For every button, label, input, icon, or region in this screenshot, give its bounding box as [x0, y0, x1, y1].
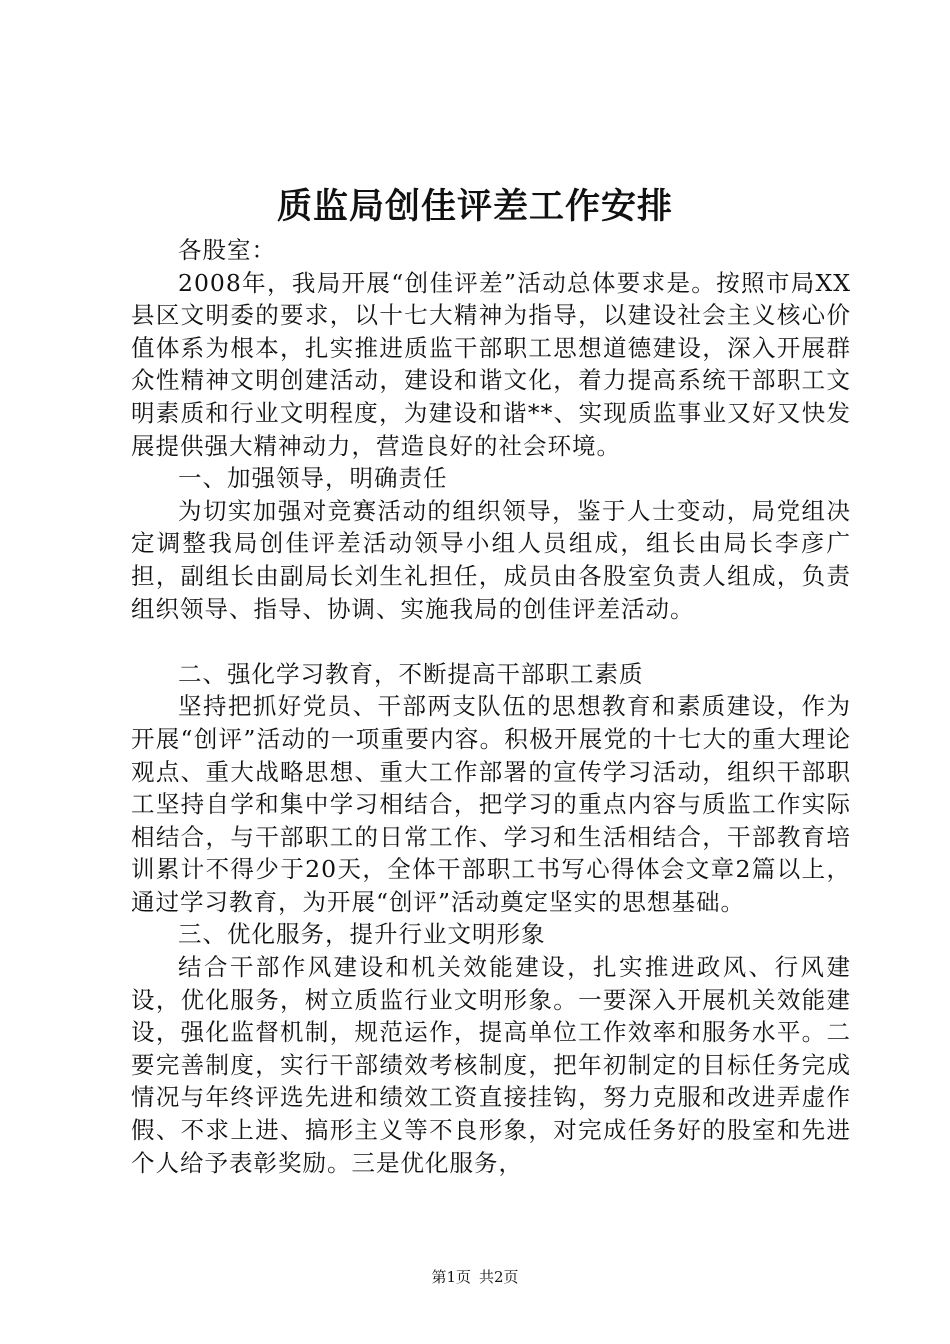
section-heading-2: 二、强化学习教育，不断提高干部职工素质 — [178, 659, 644, 688]
paragraph-section-1: 为切实加强对竞赛活动的组织领导，鉴于人士变动，局党组决定调整我局创佳评差活动领导小组人员组成，组长由局长李彦广担，副组长由副局长刘生礼担任，成员由各股室负责人组成，负责组织领导、指导、协调、实施我局的创佳评差活动。 — [131, 496, 851, 623]
document-title: 质监局创佳评差工作安排 — [276, 186, 673, 227]
document-body — [131, 234, 851, 1179]
page-number: 第1页 — [431, 1268, 471, 1286]
section-heading-3: 三、优化服务，提升行业文明形象 — [178, 920, 546, 949]
greeting: 各股室： — [178, 236, 276, 264]
paragraph-intro: 2008年，我局开展“创佳评差”活动总体要求是。按照市局XX县区文明委的要求，以十七大精神为指导，以建设社会主义核心价值体系为根本，扎实推进质监干部职工思想道德建设，深入开展群众性精神文明创建活动，建设和谐文化，着力提高系统干部职工文明素质和行业文明程度，为建设和谐**、实现质监事业又好又快发展提供强大精神动力，营造良好的社会环境。 — [131, 268, 851, 460]
page-footer — [0, 1267, 950, 1287]
paragraph-section-3: 结合干部作风建设和机关效能建设，扎实推进政风、行风建设，优化服务，树立质监行业文明形象。一要深入开展机关效能建设，强化监督机制，规范运作，提高单位工作效率和服务水平。二要完善制度，实行干部绩效考核制度，把年初制定的目标任务完成情况与年终评选先进和绩效工资直接挂钩，努力克服和改进弄虚作假、不求上进、搞形主义等不良形象，对完成任务好的股室和先进个人给予表彰奖励。三是优化服务， — [131, 953, 851, 1177]
paragraph-section-2: 坚持把抓好党员、干部两支队伍的思想教育和素质建设，作为开展“创评”活动的一项重要内容。积极开展党的十七大的重大理论观点、重大战略思想、重大工作部署的宣传学习活动，组织干部职工坚持自学和集中学习相结合，把学习的重点内容与质监工作实际相结合，与干部职工的日常工作、学习和生活相结合，干部教育培训累计不得少于20天，全体干部职工书写心得体会文章2篇以上，通过学习教育，为开展“创评”活动奠定坚实的思想基础。 — [131, 692, 851, 916]
page-total: 共2页 — [479, 1268, 519, 1286]
section-heading-1: 一、加强领导，明确责任 — [178, 464, 448, 493]
